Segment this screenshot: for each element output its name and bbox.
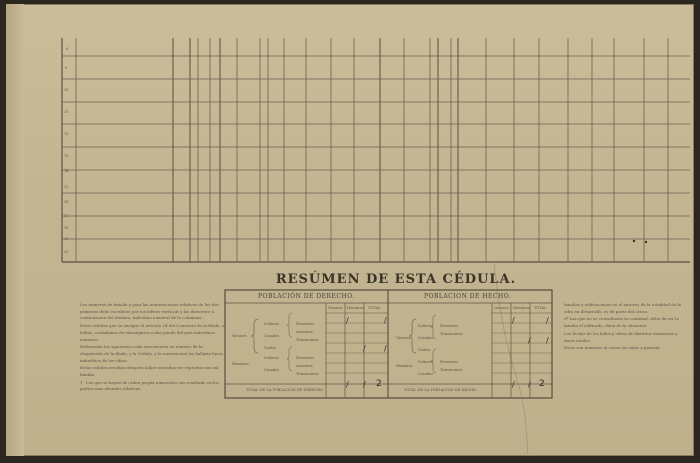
- tally-mark: 2: [539, 379, 545, 389]
- tally-mark: /: [528, 380, 531, 389]
- right-table-title: POBLACION DE HECHO.: [424, 293, 512, 300]
- class-label: Transeuntes: [296, 338, 319, 342]
- col-header: Varones: [328, 306, 343, 310]
- tally-mark: /: [546, 336, 549, 345]
- class-label: Presentes: [440, 324, 458, 328]
- row-number: 13: [64, 154, 69, 158]
- sex-label: Varones: [396, 336, 411, 340]
- class-label: Transeuntes: [440, 332, 463, 336]
- state-label: Casados: [418, 372, 434, 376]
- class-label: Presentes: [296, 322, 314, 326]
- tally-mark: /: [346, 380, 349, 389]
- col-header: TOTAL: [534, 306, 547, 310]
- tally-mark: /: [363, 380, 366, 389]
- sex-label: Varones: [232, 334, 247, 338]
- tally-mark: /: [384, 344, 387, 353]
- class-label: Presentes: [440, 360, 458, 364]
- right-total-label: TOTAL DE LA POBLACION DE HECHO: [404, 388, 477, 392]
- tally-mark: /: [363, 344, 366, 353]
- instruction-paragraph: Y´ Los que se hayan de orden propia numerales sus resultado en los padres mas oficiales relativas.: [80, 379, 219, 392]
- class-label: Transeuntes: [440, 368, 463, 372]
- class-label: Ausentes: [296, 330, 313, 334]
- row-number: 12: [64, 132, 69, 136]
- row-number: 9: [65, 66, 68, 70]
- class-label: Transeuntes: [296, 372, 319, 376]
- instruction-paragraph: Estas cedulas resultan despues haber enviadas ser reproduccion tal familia.: [80, 365, 219, 378]
- sex-label: Hembras: [396, 364, 413, 368]
- left-table-title: POBLACIÓN DE DERECHO.: [258, 293, 355, 300]
- tally-mark: 2: [376, 379, 382, 389]
- state-label: Casados: [264, 334, 280, 338]
- tally-mark: /: [346, 316, 349, 325]
- left-total-label: TOTAL DE LA POBLACION DE DERECHO: [246, 388, 324, 392]
- instruction-paragraph: familias y edificaciones en el entorno de la totalidad de la cifra en desarrollo, es de parte del censo.: [564, 302, 682, 314]
- row-number: 16: [64, 200, 69, 204]
- state-label: Viudos: [264, 346, 277, 350]
- row-number: 11: [64, 110, 69, 114]
- state-label: Solteros: [418, 360, 434, 364]
- left-instructions: [80, 302, 226, 394]
- tally-mark: /: [528, 336, 531, 345]
- tally-mark: /: [546, 316, 549, 325]
- instruction-paragraph: Rellenando los siguientes cada encontrarse en numero de la chapatrada de la filado, y la Cedula, y la numeracion los hallaria fuera individuos de las cifras.: [80, 344, 223, 363]
- state-label: Solteros: [264, 356, 280, 360]
- row-number: 8: [66, 47, 69, 51]
- tally-mark: /: [512, 380, 515, 389]
- col-header: TOTAL: [368, 306, 381, 310]
- right-instructions: [564, 302, 686, 353]
- instruction-paragraph: Los fechas de los lados y cifras de distintos elementos y fuera totales.: [564, 330, 678, 343]
- sex-label: Hembras: [232, 362, 249, 366]
- census-sheet: [6, 4, 694, 456]
- row-number: 10: [64, 88, 69, 92]
- state-label: Casados: [418, 336, 434, 340]
- row-number: 15: [64, 185, 69, 189]
- row-number: 19: [64, 237, 69, 241]
- state-label: Solteros: [264, 322, 280, 326]
- col-header: Varones: [494, 306, 509, 310]
- row-number: 17: [64, 214, 69, 218]
- row-number: 14: [64, 169, 69, 173]
- instruction-paragraph: Estas cedulas que se ensigne el articulo 24 del Comercio de la filado, el lelimo. ciudadanos de extrangeros como ponde del pais individuos numeros.: [80, 323, 226, 342]
- instruction-paragraph: 3ª Las que no se consultasen su cantidad, debe de ser la familia el edificado, dieta de la situacion.: [564, 316, 679, 329]
- row-number: 20: [64, 250, 69, 254]
- instruction-paragraph: Los números de familia y para las numeraciones relativas de los dos primeros debe escribirse por los leftros verticals y las directrice á continuacion del distinto, individuo numeral de la columnas.: [80, 302, 219, 321]
- tally-mark: /: [512, 316, 515, 325]
- tally-mark: /: [384, 316, 387, 325]
- summary-title: RESÚMEN DE ESTA CÉDULA.: [275, 272, 517, 287]
- instruction-paragraph: Estos son numeros al censo los sitios a general.: [564, 345, 661, 351]
- state-label: Viudos: [418, 348, 431, 352]
- row-number: 18: [64, 226, 69, 230]
- class-label: Presentes: [296, 356, 314, 360]
- col-header: Hembras: [347, 306, 364, 310]
- state-label: Casados: [264, 368, 280, 372]
- class-label: Ausentes: [296, 364, 313, 368]
- state-label: Solteros: [418, 324, 434, 328]
- col-header: Hembras: [513, 306, 530, 310]
